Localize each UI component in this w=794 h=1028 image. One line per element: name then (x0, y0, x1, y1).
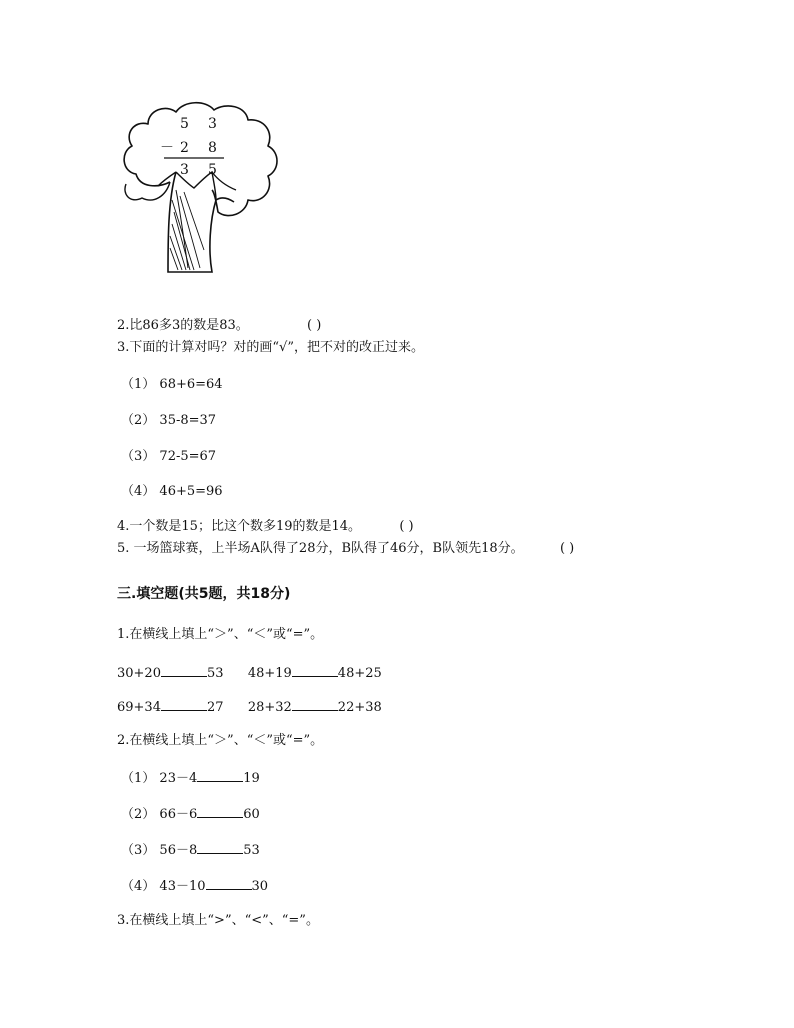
q3-item-expression: 35-8=37 (159, 413, 217, 428)
compare-blank[interactable] (197, 841, 243, 854)
compare-left: 56－8 (159, 843, 198, 858)
s3-q1-row-2 (117, 698, 382, 716)
compare-left: 69+34 (117, 700, 161, 715)
compare-blank[interactable] (161, 664, 207, 677)
question-2-text: 2.比86多3的数是83。 (117, 318, 249, 333)
question-5-text: 5. 一场篮球赛，上半场A队得了28分，B队得了46分，B队领先18分。 (117, 541, 524, 556)
question-2-answer-paren[interactable]: ( ) (307, 318, 322, 333)
compare-right: 30 (251, 879, 269, 894)
q3-item-number: （2） (121, 413, 156, 428)
tree-drawing (118, 100, 283, 278)
s3-q2-item-2 (121, 805, 260, 823)
item-number: （1） (121, 771, 156, 786)
compare-left: 28+32 (247, 700, 292, 715)
compare-right: 27 (206, 700, 224, 715)
question-4-text: 4.一个数是15；比这个数多19的数是14。 (117, 519, 362, 534)
compare-left: 43－10 (159, 879, 206, 894)
question-5-answer-paren[interactable]: ( ) (559, 541, 575, 556)
q3-item-number: （1） (121, 377, 156, 392)
compare-blank[interactable] (206, 877, 252, 890)
compare-right: 22+38 (337, 700, 382, 715)
digit-top-tens: 5 (180, 116, 189, 132)
item-number: （4） (121, 879, 156, 894)
s3-question-1: 1.在横线上填上“＞”、“＜”或“=”。 (117, 627, 324, 642)
q3-item-expression: 46+5=96 (159, 484, 223, 499)
question-3: 3.下面的计算对吗？对的画“√”，把不对的改正过来。 (117, 340, 424, 355)
item-number: （2） (121, 807, 156, 822)
q3-item-3 (121, 449, 216, 465)
s3-q2-item-1 (121, 769, 260, 787)
s3-question-3: 3.在横线上填上“>”、“<”、“=”。 (117, 913, 319, 928)
digit-bottom-ones: 8 (208, 140, 217, 156)
digit-result-ones: 5 (208, 162, 217, 178)
q3-item-number: （4） (121, 484, 156, 499)
q3-item-expression: 68+6=64 (159, 377, 223, 392)
q3-item-2 (121, 413, 216, 429)
s3-q1-row-1 (117, 664, 382, 682)
compare-right: 48+25 (337, 666, 382, 681)
item-number: （3） (121, 843, 156, 858)
compare-right: 53 (243, 843, 260, 858)
s3-q2-item-4 (121, 877, 268, 895)
q3-item-1 (121, 377, 223, 393)
question-4-answer-paren[interactable]: ( ) (399, 519, 414, 534)
q3-item-number: （3） (121, 449, 156, 464)
compare-left: 30+20 (117, 666, 161, 681)
q3-item-expression: 72-5=67 (159, 449, 217, 464)
compare-right: 53 (206, 666, 224, 681)
section-3-heading: 三.填空题(共5题，共18分) (117, 586, 291, 602)
s3-q2-item-3 (121, 841, 260, 859)
compare-right: 60 (243, 807, 260, 822)
compare-left: 66－6 (159, 807, 198, 822)
compare-blank[interactable] (292, 698, 338, 711)
compare-blank[interactable] (197, 805, 243, 818)
compare-left: 48+19 (247, 666, 292, 681)
compare-right: 19 (243, 771, 260, 786)
tree-subtraction-figure (118, 100, 283, 278)
compare-blank[interactable] (197, 769, 243, 782)
question-5 (117, 541, 574, 557)
compare-blank[interactable] (292, 664, 338, 677)
digit-top-ones: 3 (208, 116, 217, 132)
digit-result-tens: 3 (180, 162, 189, 178)
compare-left: 23－4 (159, 771, 198, 786)
s3-question-2: 2.在横线上填上“＞”、“＜”或“=”。 (117, 733, 324, 748)
compare-blank[interactable] (161, 698, 207, 711)
question-4 (117, 519, 414, 535)
q3-item-4 (121, 484, 223, 500)
question-2 (117, 318, 321, 334)
minus-sign: － (160, 140, 174, 156)
digit-bottom-tens: 2 (180, 140, 189, 156)
